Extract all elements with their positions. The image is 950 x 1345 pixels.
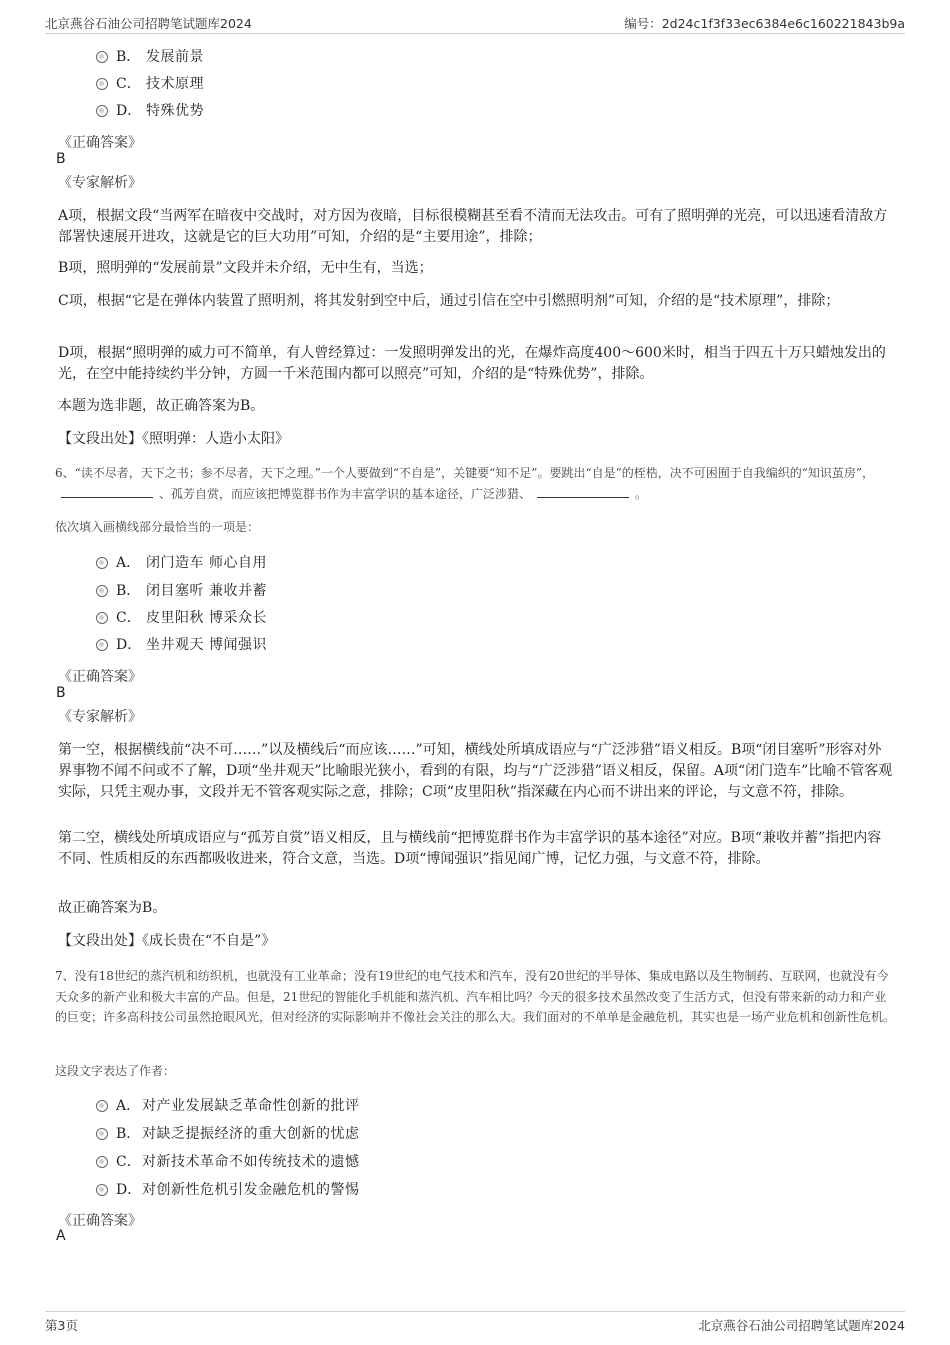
option-text: 对新技术革命不如传统技术的遗憾 bbox=[142, 1154, 360, 1170]
radio-icon[interactable] bbox=[96, 1128, 108, 1140]
radio-icon[interactable] bbox=[96, 105, 108, 117]
option-text: 皮里阳秋 博采众长 bbox=[146, 610, 267, 626]
q7-answer: A bbox=[56, 1228, 66, 1244]
q6-expert-analysis-label: 《专家解析》 bbox=[58, 709, 142, 725]
option-text: 技术原理 bbox=[146, 76, 204, 92]
q5-answer: B bbox=[56, 151, 66, 167]
q6-option-a[interactable] bbox=[96, 553, 267, 573]
footer-title: 北京燕谷石油公司招聘笔试题库2024 bbox=[698, 1318, 905, 1333]
q7-stem: 7、没有18世纪的蒸汽机和纺织机，也就没有工业革命；没有19世纪的电气技术和汽车，没有20世纪的半导体、集成电路以及生物制药、互联网，也就没有今天众多的新产业和极大丰富的产品。但是，21世纪的智能化手机能和蒸汽机、汽车相比吗？今天的很多技术虽然改变了生活方式，但没有带来新的动力和产业的巨变；许多高科技公司虽然抢眼风光，但对经济的实际影响并不像社会关注的那么大。我们面对的不单单是金融危机，其实也是一场产业危机和创新性危机。 bbox=[55, 969, 896, 1024]
q6-stem-part3: 。 bbox=[635, 486, 648, 501]
page-footer bbox=[45, 1311, 905, 1333]
q5-analysis-a: A项，根据文段“当两军在暗夜中交战时，对方因为夜暗，目标很模糊甚至看不清而无法攻击。可有了照明弹的光亮，可以迅速看清敌方部署快速展开进攻，这就是它的巨大功用”可知，介绍的是“主要用途”，排除； bbox=[58, 208, 888, 245]
q6-option-c[interactable] bbox=[96, 608, 267, 628]
radio-icon[interactable] bbox=[96, 612, 108, 624]
q5-analysis-d: D项，根据“照明弹的威力可不简单，有人曾经算过：一发照明弹发出的光，在爆炸高度400～600米时，相当于四五十万只蜡烛发出的光，在空中能持续约半分钟，方圆一千米范围内都可以照亮”可知，介绍的是“特殊优势”，排除。 bbox=[58, 345, 886, 382]
q6-analysis-blank1: 第一空，根据横线前“决不可……”以及横线后“而应该……”可知，横线处所填成语应与“广泛涉猎”语义相反。B项“闭目塞听”形容对外界事物不闻不问或不了解，D项“坐井观天”比喻眼光狭小，看到的有限，均与“广泛涉猎”语义相反，保留。A项“闭门造车”比喻不管客观实际，只凭主观办事，文段并无不管客观实际之意，排除；C项“皮里阳秋”指深藏在内心而不讲出来的评论，与文意不符，排除。 bbox=[58, 742, 893, 800]
option-letter: C． bbox=[116, 610, 141, 626]
header-title: 北京燕谷石油公司招聘笔试题库2024 bbox=[45, 16, 252, 31]
radio-icon[interactable] bbox=[96, 78, 108, 90]
option-letter: D． bbox=[116, 103, 142, 119]
q6-stem bbox=[55, 463, 895, 504]
page-header bbox=[45, 14, 905, 34]
q6-correct-answer-label: 《正确答案》 bbox=[58, 669, 142, 685]
q5-correct-answer-label: 《正确答案》 bbox=[58, 135, 142, 151]
radio-icon[interactable] bbox=[96, 639, 108, 651]
option-text: 闭门造车 师心自用 bbox=[146, 555, 267, 571]
option-letter: C． bbox=[116, 76, 141, 92]
option-letter: B． bbox=[116, 583, 141, 599]
q5-analysis-c: C项，根据“它是在弹体内装置了照明剂，将其发射到空中后，通过引信在空中引燃照明剂”可知，介绍的是“技术原理”，排除； bbox=[58, 293, 840, 309]
q6-answer: B bbox=[56, 685, 66, 701]
q7-option-a[interactable] bbox=[96, 1096, 360, 1116]
option-text: 发展前景 bbox=[146, 49, 204, 65]
header-serial-number: 编号：2d24c1f3f33ec6384e6c160221843b9a bbox=[624, 16, 905, 31]
q5-conclusion: 本题为选非题，故正确答案为B。 bbox=[58, 398, 265, 414]
option-text: 对产业发展缺乏革命性创新的批评 bbox=[142, 1098, 360, 1114]
q6-analysis-blank2: 第二空，横线处所填成语应与“孤芳自赏”语义相反，且与横线前“把博览群书作为丰富学识的基本途径”对应。B项“兼收并蓄”指把内容不同、性质相反的东西都吸收进来，符合文意，当选。D项“博闻强识”指见闻广博，记忆力强，与文意不符，排除。 bbox=[58, 830, 882, 867]
fill-blank-2 bbox=[537, 486, 629, 498]
q7-correct-answer-label: 《正确答案》 bbox=[58, 1213, 142, 1229]
q7-prompt: 这段文字表达了作者： bbox=[55, 1064, 176, 1078]
q6-prompt: 依次填入画横线部分最恰当的一项是： bbox=[55, 520, 260, 534]
option-text: 特殊优势 bbox=[146, 103, 204, 119]
radio-icon[interactable] bbox=[96, 1184, 108, 1196]
q6-conclusion: 故正确答案为B。 bbox=[58, 900, 167, 916]
option-text: 对创新性危机引发金融危机的警惕 bbox=[142, 1182, 360, 1198]
option-text: 闭目塞听 兼收并蓄 bbox=[146, 583, 267, 599]
option-letter: C． bbox=[116, 1154, 141, 1170]
option-letter: D． bbox=[116, 1182, 142, 1198]
q5-option-c[interactable] bbox=[96, 74, 204, 94]
q5-analysis-b: B项，照明弹的“发展前景”文段并未介绍，无中生有，当选； bbox=[58, 260, 433, 276]
q5-option-d[interactable] bbox=[96, 101, 204, 121]
q5-option-b[interactable] bbox=[96, 47, 204, 67]
radio-icon[interactable] bbox=[96, 1156, 108, 1168]
q6-source: 【文段出处】《成长贵在“不自是”》 bbox=[58, 933, 276, 949]
q5-source: 【文段出处】《照明弹：人造小太阳》 bbox=[58, 431, 289, 447]
q6-option-b[interactable] bbox=[96, 581, 267, 601]
option-text: 对缺乏提振经济的重大创新的忧虑 bbox=[142, 1126, 360, 1142]
q7-option-c[interactable] bbox=[96, 1152, 360, 1172]
option-letter: B． bbox=[116, 1126, 141, 1142]
option-letter: B． bbox=[116, 49, 141, 65]
option-letter: D． bbox=[116, 637, 142, 653]
option-text: 坐井观天 博闻强识 bbox=[146, 637, 267, 653]
q6-stem-part1: 6、“读不尽者，天下之书；参不尽者，天下之理。”一个人要做到“不自是”，关键要“知不足”。要跳出“自是”的桎梏，决不可困囿于自我编织的“知识茧房”， bbox=[55, 466, 874, 480]
q5-expert-analysis-label: 《专家解析》 bbox=[58, 175, 142, 191]
fill-blank-1 bbox=[61, 486, 153, 498]
radio-icon[interactable] bbox=[96, 585, 108, 597]
q7-option-d[interactable] bbox=[96, 1180, 360, 1200]
radio-icon[interactable] bbox=[96, 557, 108, 569]
q6-stem-part2: 、孤芳自赏，而应该把博览群书作为丰富学识的基本途径，广泛涉猎、 bbox=[159, 486, 532, 501]
radio-icon[interactable] bbox=[96, 51, 108, 63]
option-letter: A． bbox=[116, 1098, 141, 1114]
radio-icon[interactable] bbox=[96, 1100, 108, 1112]
q6-option-d[interactable] bbox=[96, 635, 267, 655]
q7-option-b[interactable] bbox=[96, 1124, 360, 1144]
option-letter: A． bbox=[116, 555, 141, 571]
page-number: 第3页 bbox=[45, 1318, 78, 1333]
